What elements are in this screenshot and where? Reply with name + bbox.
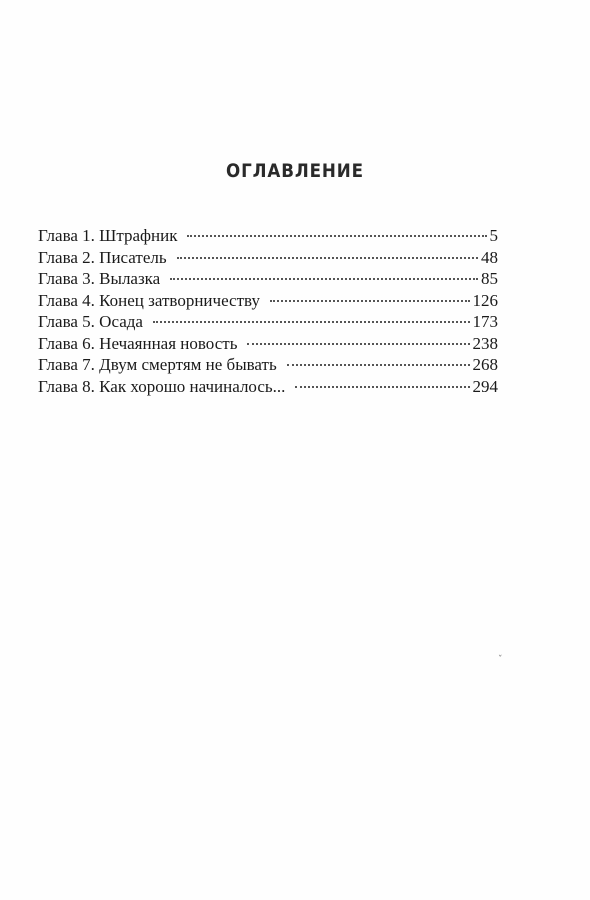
dot-leader [287, 364, 470, 366]
dot-leader [177, 257, 478, 259]
toc-entry-label: Глава 7. Двум смертям не бывать [38, 355, 277, 374]
toc-entry [38, 355, 498, 377]
dot-leader [153, 321, 470, 323]
toc-entry [38, 248, 498, 270]
stray-ink-mark: ˇ [498, 655, 503, 665]
toc-entry [38, 291, 498, 313]
toc-entry-label: Глава 8. Как хорошо начиналось... [38, 376, 286, 396]
toc-entry-label: Глава 3. Вылазка [38, 269, 161, 288]
dot-leader [170, 278, 478, 280]
toc-entry-page: 5 [489, 226, 498, 245]
table-of-contents [38, 226, 498, 398]
dot-leader [247, 343, 469, 345]
dot-leader [270, 300, 470, 302]
toc-entry-page: 238 [472, 333, 498, 353]
toc-entry-page: 268 [472, 355, 498, 374]
toc-entry-page: 173 [472, 312, 498, 331]
toc-entry [38, 269, 498, 291]
toc-entry-label: Глава 2. Писатель [38, 247, 167, 267]
toc-entry-label: Глава 6. Нечаянная новость [38, 333, 238, 353]
toc-entry-label: Глава 5. Осада [38, 312, 143, 331]
toc-entry-label: Глава 1. Штрафник [38, 226, 178, 245]
toc-entry [38, 226, 498, 248]
toc-entry [38, 334, 498, 356]
dot-leader [187, 235, 486, 237]
page-title: ОГЛАВЛЕНИЕ [226, 160, 364, 182]
toc-entry-label: Глава 4. Конец затворничеству [38, 290, 260, 310]
toc-entry-page: 294 [472, 376, 498, 396]
toc-entry-page: 85 [481, 269, 498, 288]
toc-entry [38, 377, 498, 399]
toc-entry-page: 48 [481, 247, 498, 267]
dot-leader [295, 386, 469, 388]
toc-entry [38, 312, 498, 334]
toc-entry-page: 126 [472, 290, 498, 310]
